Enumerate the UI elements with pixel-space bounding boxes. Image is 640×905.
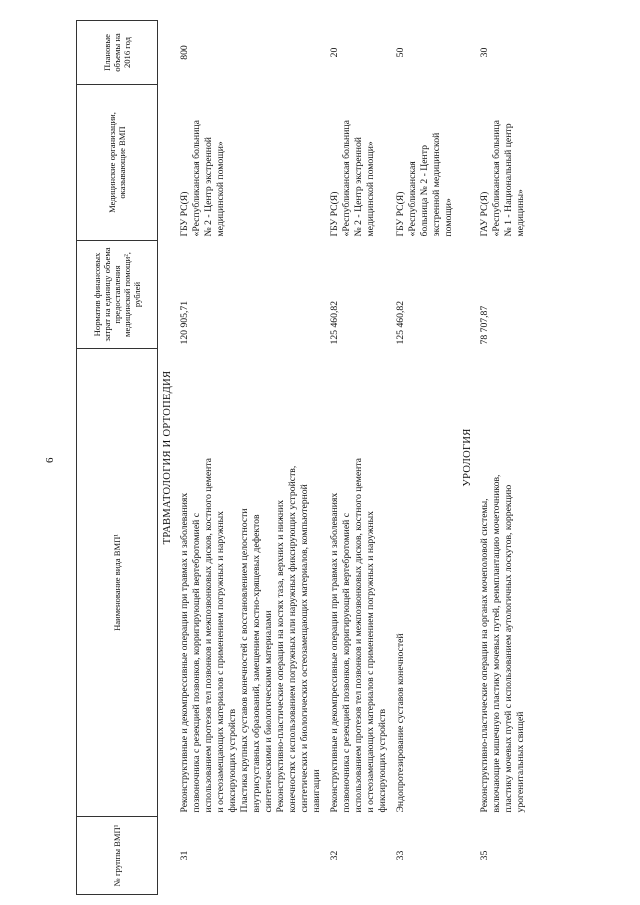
vmp-name-line: синтетических и биологических остеозамещающих материалов, компьютерной (299, 484, 310, 813)
vmp-name-line: пластику мочевых путей с использованием аутологичных лоскутов, коррекцию (503, 484, 514, 813)
vmp-name (326, 349, 392, 817)
table-body (158, 21, 531, 895)
vmp-name-line: Реконструктивные и декомпрессивные операции при травмах и заболеваниях (179, 492, 190, 813)
medical-organization (392, 85, 458, 241)
organization-line: ГАУ РС(Я) (479, 191, 490, 237)
organization-line: ГБУ РС(Я) (395, 191, 406, 237)
organization-line: «Республиканская больница (191, 120, 202, 237)
planned-volume: 20 (329, 47, 340, 58)
table-row (476, 21, 530, 895)
vmp-name-line: и остеозамещающих материалов с применением погружных и наружных (215, 511, 226, 813)
organization-line: «Республиканская больница (491, 120, 502, 237)
group-number: 35 (479, 850, 490, 861)
vmp-name-line: навигации (311, 769, 322, 813)
header-norm: Норматив финансовых затрат на единицу объема предоставления медицинской помощи², рублей (77, 241, 158, 349)
medical-organization (476, 85, 530, 241)
vmp-name-line: Реконструктивные и декомпрессивные операции при травмах и заболеваниях (329, 492, 340, 813)
vmp-name-line: использованием протезов тел позвонков и межпозвонковых дисков, костного цемента (353, 458, 364, 813)
group-number: 31 (179, 850, 190, 861)
header-group: № группы ВМП¹ (77, 817, 158, 895)
vmp-table (76, 20, 530, 895)
header-org: Медицинские организации, оказывающие ВМП (77, 85, 158, 241)
vmp-name-line: синтетическими и биологическими материалами (263, 610, 274, 813)
financial-norm: 78 707,87 (479, 305, 490, 345)
organization-line: № 2 - Центр экстренной (353, 137, 364, 237)
section-row (458, 21, 476, 895)
vmp-name-line: Пластика крупных суставов конечностей с восстановлением целостности (239, 508, 250, 813)
vmp-name-line: внутрисуставных образований, замещением костно-хрящевых дефектов (251, 514, 262, 813)
organization-line: № 1 - Национальный центр (503, 123, 514, 237)
planned-volume: 30 (479, 47, 490, 58)
group-number: 33 (395, 850, 406, 861)
financial-norm: 120 905,71 (179, 300, 190, 345)
section-title: УРОЛОГИЯ (462, 428, 473, 487)
vmp-name-line: позвоночника с резекцией позвонков, корригирующей вертебротомией с (191, 512, 202, 813)
vmp-name-line: Эндопротезирование суставов конечностей (395, 633, 406, 813)
header-name: Наименование вида ВМП¹ (77, 349, 158, 817)
page-number: 6 (44, 457, 56, 463)
vmp-name (176, 349, 326, 817)
vmp-name-line: и остеозамещающих материалов с применением погружных и наружных (365, 511, 376, 813)
vmp-name-line: использованием протезов тел позвонков и межпозвонковых дисков, костного цемента (203, 458, 214, 813)
medical-organization (176, 85, 326, 241)
vmp-name-line: Реконструктивно-пластические операции на органах мочеполовой системы, (479, 498, 490, 813)
vmp-name-line: урогенитальных свищей (515, 711, 526, 813)
vmp-name-line: Реконструктивно-пластические операции на костях таза, верхних и нижних (275, 499, 286, 813)
financial-norm: 125 460,82 (395, 300, 406, 345)
financial-norm: 125 460,82 (329, 300, 340, 345)
organization-line: «Республиканская (407, 161, 418, 237)
organization-line: экстренной медицинской (431, 132, 442, 237)
vmp-name (392, 349, 458, 817)
section-title: ТРАВМАТОЛОГИЯ И ОРТОПЕДИЯ (162, 370, 173, 545)
table-row (326, 21, 392, 895)
vmp-name-line: конечностях с использованием погружных или наружных фиксирующих устройств, (287, 465, 298, 813)
medical-organization (326, 85, 392, 241)
organization-line: «Республиканская больница (341, 120, 352, 237)
group-number: 32 (329, 850, 340, 861)
organization-line: помощи» (443, 198, 454, 237)
vmp-name-line: включающие кишечную пластику мочевых путей, реимплантацию мочеточников, (491, 474, 502, 813)
organization-line: ГБУ РС(Я) (179, 191, 190, 237)
organization-line: больница № 2 - Центр (419, 145, 430, 237)
section-row (158, 21, 177, 895)
organization-line: № 2 - Центр экстренной (203, 137, 214, 237)
vmp-name-line: позвоночника с резекцией позвонков, корригирующей вертебротомией с (341, 512, 352, 813)
planned-volume: 50 (395, 47, 406, 58)
organization-line: медицины» (515, 189, 526, 237)
table-row (392, 21, 458, 895)
planned-volume: 800 (179, 45, 190, 60)
vmp-name (476, 349, 530, 817)
organization-line: медицинской помощи» (215, 141, 226, 237)
header-plan: Плановые объемы на 2016 год (77, 21, 158, 85)
vmp-name-line: фиксирующих устройств (227, 708, 238, 813)
table-row (176, 21, 326, 895)
organization-line: медицинской помощи» (365, 141, 376, 237)
table-header-row (77, 21, 158, 895)
vmp-name-line: фиксирующих устройств (377, 708, 388, 813)
organization-line: ГБУ РС(Я) (329, 191, 340, 237)
